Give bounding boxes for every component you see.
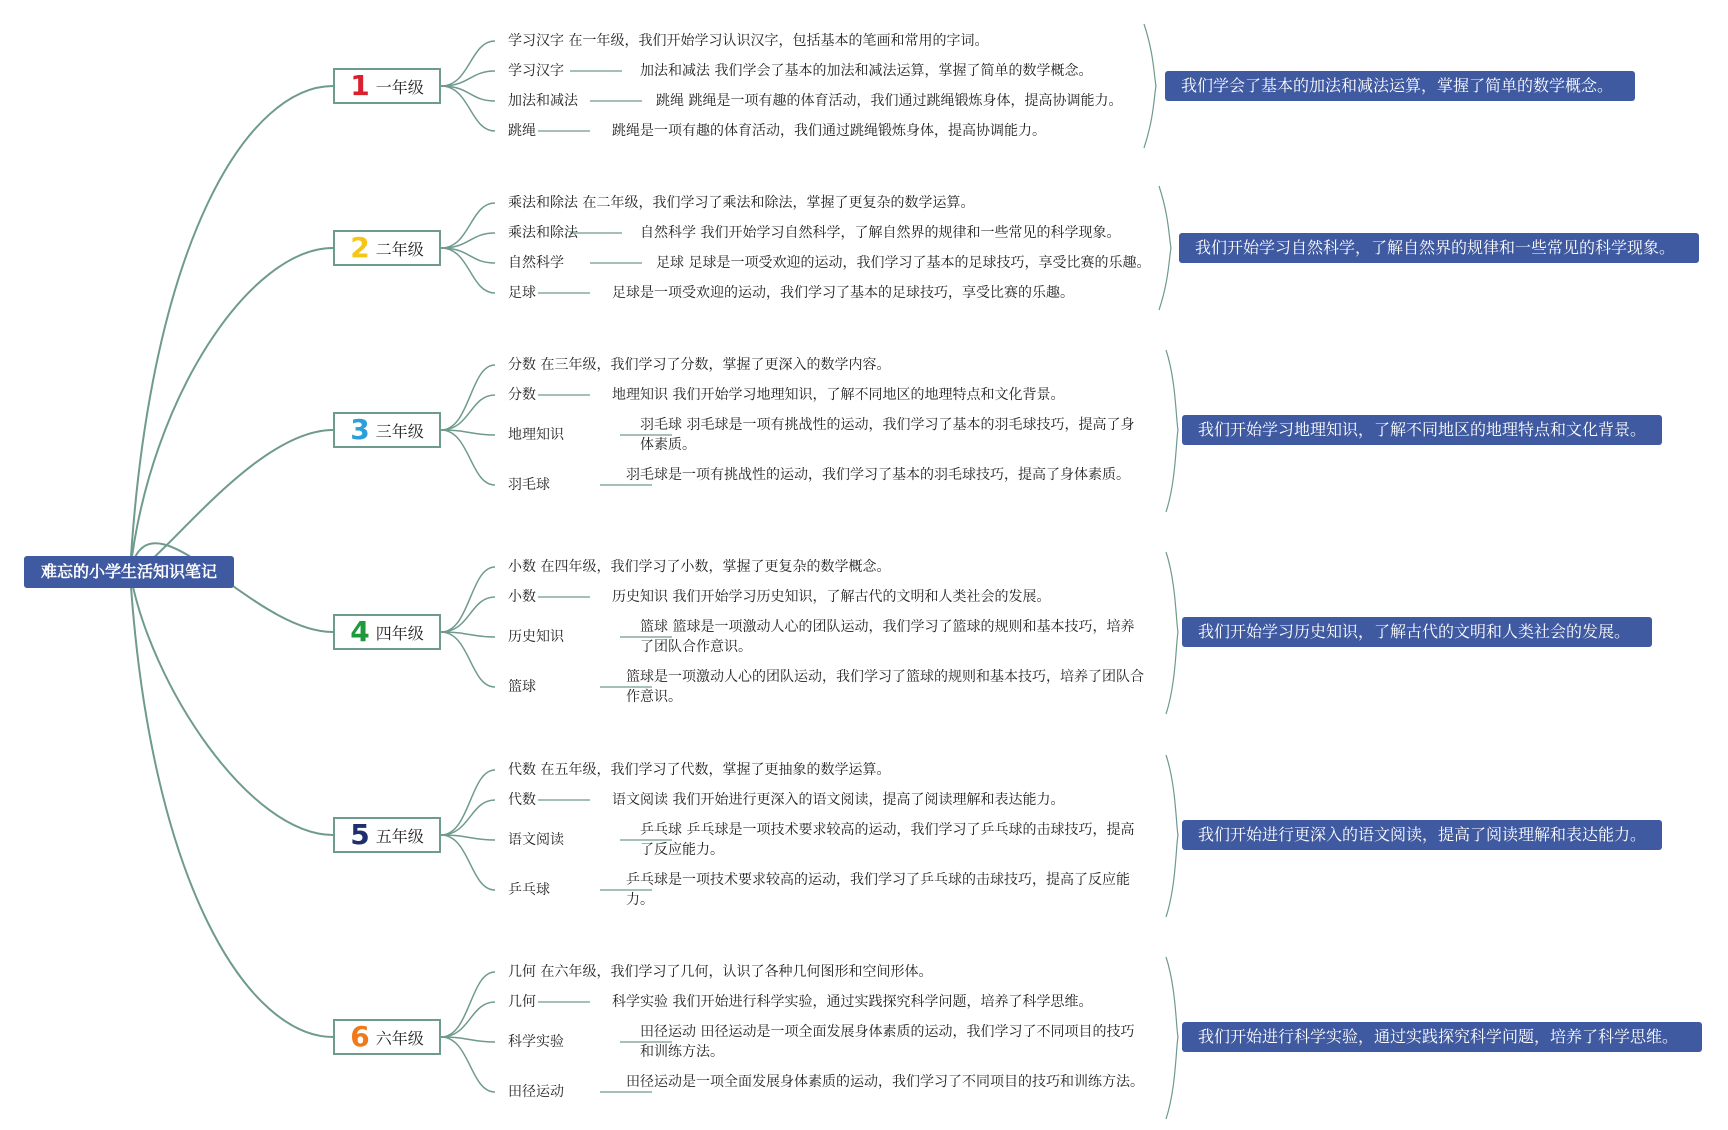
summary-label[interactable]: 我们开始进行科学实验，通过实践探究科学问题，培养了科学思维。 <box>1182 1022 1702 1052</box>
item-name[interactable]: 小数 <box>508 589 536 605</box>
grade-number: 3 <box>350 413 370 446</box>
item-detail: 跳绳 跳绳是一项有趣的体育活动，我们通过跳绳锻炼身体，提高协调能力。 <box>656 93 1123 109</box>
grade-label: 一年级 <box>375 77 424 97</box>
item-name[interactable]: 分数 在三年级，我们学习了分数，掌握了更深入的数学内容。 <box>508 357 891 373</box>
item-detail: 田径运动 田径运动是一项全面发展身体素质的运动，我们学习了不同项目的技巧和训练方法。 <box>640 1024 1135 1060</box>
connector-line <box>130 430 333 572</box>
item-name[interactable]: 地理知识 <box>508 427 564 443</box>
item-name[interactable]: 学习汉字 在一年级，我们开始学习认识汉字，包括基本的笔画和常用的字词。 <box>508 33 989 49</box>
grade-number: 2 <box>350 231 370 264</box>
grade-label: 四年级 <box>375 623 424 643</box>
item-name[interactable]: 学习汉字 <box>508 63 564 79</box>
item-detail: 科学实验 我们开始进行科学实验，通过实践探究科学问题，培养了科学思维。 <box>612 994 1093 1010</box>
connector-line <box>130 86 333 572</box>
connector-line <box>1166 350 1178 512</box>
connector-line <box>441 835 495 890</box>
item-name[interactable]: 乘法和除法 在二年级，我们学习了乘法和除法，掌握了更复杂的数学运算。 <box>508 195 975 211</box>
connector-line <box>441 770 495 835</box>
item-name[interactable]: 加法和减法 <box>508 93 578 109</box>
connector-line <box>1159 186 1171 310</box>
grade-label: 六年级 <box>375 1028 424 1048</box>
connector-line <box>441 972 495 1037</box>
summary-label[interactable]: 我们开始学习自然科学，了解自然界的规律和一些常见的科学现象。 <box>1179 233 1699 263</box>
item-detail: 历史知识 我们开始学习历史知识，了解古代的文明和人类社会的发展。 <box>612 589 1051 605</box>
item-name[interactable]: 代数 在五年级，我们学习了代数，掌握了更抽象的数学运算。 <box>508 762 891 778</box>
connector-line <box>441 248 495 263</box>
grade-node[interactable] <box>333 412 441 448</box>
connector-line <box>1166 552 1178 714</box>
item-name[interactable]: 乘法和除法 <box>508 225 578 241</box>
item-name[interactable]: 足球 <box>508 285 536 301</box>
item-name[interactable]: 跳绳 <box>508 123 536 139</box>
item-detail: 篮球是一项激动人心的团队运动，我们学习了篮球的规则和基本技巧，培养了团队合作意识。 <box>626 669 1144 705</box>
grade-number: 6 <box>350 1020 370 1053</box>
connector-line <box>130 248 333 572</box>
item-detail: 跳绳是一项有趣的体育活动，我们通过跳绳锻炼身体，提高协调能力。 <box>612 123 1046 139</box>
summary-label[interactable]: 我们开始学习历史知识，了解古代的文明和人类社会的发展。 <box>1182 617 1652 647</box>
connector-line <box>441 430 495 485</box>
grade-node[interactable] <box>333 817 441 853</box>
grade-node[interactable] <box>333 1019 441 1055</box>
item-detail: 乒乓球是一项技术要求较高的运动，我们学习了乒乓球的击球技巧，提高了反应能力。 <box>626 872 1130 908</box>
item-detail: 足球 足球是一项受欢迎的运动，我们学习了基本的足球技巧，享受比赛的乐趣。 <box>656 255 1151 271</box>
grade-label: 二年级 <box>375 239 424 259</box>
item-name[interactable]: 小数 在四年级，我们学习了小数，掌握了更复杂的数学概念。 <box>508 559 891 575</box>
item-detail: 乒乓球 乒乓球是一项技术要求较高的运动，我们学习了乒乓球的击球技巧，提高了反应能力。 <box>640 822 1135 858</box>
item-name[interactable]: 历史知识 <box>508 629 564 645</box>
summary-label[interactable]: 我们开始进行更深入的语文阅读，提高了阅读理解和表达能力。 <box>1182 820 1662 850</box>
item-name[interactable]: 几何 在六年级，我们学习了几何，认识了各种几何图形和空间形体。 <box>508 964 933 980</box>
grade-label: 五年级 <box>375 826 424 846</box>
item-name[interactable]: 代数 <box>508 792 536 808</box>
item-detail: 羽毛球是一项有挑战性的运动，我们学习了基本的羽毛球技巧，提高了身体素质。 <box>626 467 1130 483</box>
grade-node[interactable] <box>333 614 441 650</box>
connector-line <box>130 572 333 1037</box>
item-name[interactable]: 语文阅读 <box>508 832 564 848</box>
root-topic[interactable]: 难忘的小学生活知识笔记 <box>24 556 234 588</box>
connector-line <box>441 1037 495 1042</box>
connector-line <box>1144 24 1156 148</box>
item-detail: 地理知识 我们开始学习地理知识，了解不同地区的地理特点和文化背景。 <box>612 387 1065 403</box>
connector-line <box>441 71 495 86</box>
connector-line <box>441 233 495 248</box>
item-name[interactable]: 自然科学 <box>508 255 564 271</box>
item-name[interactable]: 篮球 <box>508 679 536 695</box>
item-detail: 羽毛球 羽毛球是一项有挑战性的运动，我们学习了基本的羽毛球技巧，提高了身体素质。 <box>640 417 1135 453</box>
item-name[interactable]: 乒乓球 <box>508 882 550 898</box>
grade-label: 三年级 <box>375 421 424 441</box>
connector-line <box>441 1037 495 1092</box>
grade-number: 4 <box>350 615 370 648</box>
connector-line <box>441 835 495 840</box>
connector-line <box>441 632 495 687</box>
connector-line <box>441 430 495 435</box>
grade-node[interactable] <box>333 230 441 266</box>
item-detail: 田径运动是一项全面发展身体素质的运动，我们学习了不同项目的技巧和训练方法。 <box>626 1074 1144 1090</box>
connector-line <box>441 86 495 101</box>
item-detail: 加法和减法 我们学会了基本的加法和减法运算，掌握了简单的数学概念。 <box>640 63 1093 79</box>
item-detail: 语文阅读 我们开始进行更深入的语文阅读，提高了阅读理解和表达能力。 <box>612 792 1065 808</box>
item-name[interactable]: 分数 <box>508 387 536 403</box>
grade-node[interactable] <box>333 68 441 104</box>
item-detail: 足球是一项受欢迎的运动，我们学习了基本的足球技巧，享受比赛的乐趣。 <box>612 285 1074 301</box>
connector-line <box>441 365 495 430</box>
connector-line <box>441 632 495 637</box>
item-detail: 篮球 篮球是一项激动人心的团队运动，我们学习了篮球的规则和基本技巧，培养了团队合作意识。 <box>640 619 1135 655</box>
grade-number: 5 <box>350 818 370 851</box>
item-name[interactable]: 田径运动 <box>508 1084 564 1100</box>
connector-line <box>1166 755 1178 917</box>
connector-line <box>1166 957 1178 1119</box>
item-detail: 自然科学 我们开始学习自然科学，了解自然界的规律和一些常见的科学现象。 <box>640 225 1121 241</box>
connector-line <box>130 572 333 835</box>
item-name[interactable]: 羽毛球 <box>508 477 550 493</box>
item-name[interactable]: 科学实验 <box>508 1034 564 1050</box>
summary-label[interactable]: 我们开始学习地理知识，了解不同地区的地理特点和文化背景。 <box>1182 415 1662 445</box>
connector-line <box>441 567 495 632</box>
item-name[interactable]: 几何 <box>508 994 536 1010</box>
summary-label[interactable]: 我们学会了基本的加法和减法运算，掌握了简单的数学概念。 <box>1165 71 1635 101</box>
grade-number: 1 <box>350 69 370 102</box>
